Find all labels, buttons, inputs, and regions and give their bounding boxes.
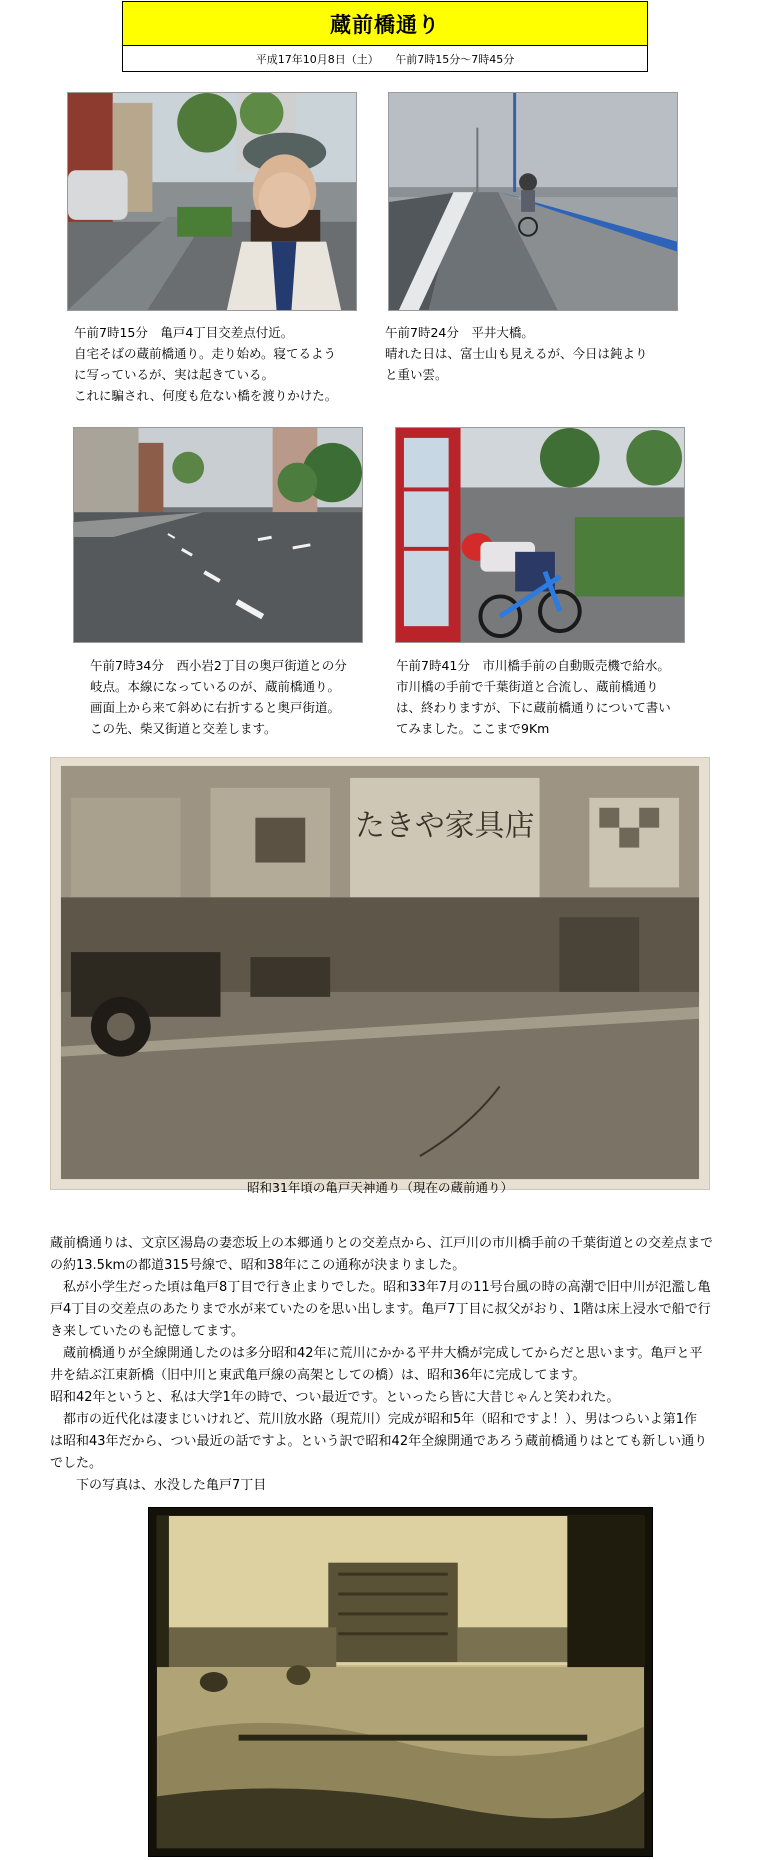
caption-photo-3: 午前7時34分 西小岩2丁目の奥戸街道との分 岐点。本線になっているのが、蔵前橋通り。 画面上から来て斜めに右折すると奥戸街道。 この先、柴又街道と交差します。: [90, 658, 347, 736]
article-line: 都市の近代化は凄まじいけれど、荒川放水路（現荒川）完成が昭和5年（昭和ですよ！）、男はつらいよ第1作: [50, 1412, 698, 1427]
photo-hirai-bridge: [388, 92, 678, 311]
article-line: でした。: [50, 1456, 103, 1471]
article-line: は昭和43年だから、つい最近の話ですよ。という訳で昭和42年全線開通であろう蔵前橋通りはとても新しい通り: [50, 1434, 708, 1449]
article-line: 戸4丁目の交差点のあたりまで水が来ていたのを思い出します。亀戸7丁目に叔父がおり、1階は床上浸水で船で行: [50, 1302, 711, 1317]
caption-photo-4: 午前7時41分 市川橋手前の自動販売機で給水。 市川橋の手前で千葉街道と合流し、蔵前橋通り は、終わりますが、下に蔵前橋通りについて書い てみました。ここまで9Km: [396, 658, 671, 736]
date-line: 平成17年10月8日（土） 午前7時15分～7時45分: [255, 52, 515, 66]
article-line: 下の写真は、水没した亀戸7丁目: [50, 1478, 267, 1493]
old-shop-sign: たきや家具店: [355, 808, 535, 844]
article-line: の約13.5kmの都道315号線で、昭和38年にこの通称が決まりました。: [50, 1258, 466, 1273]
photo-flooded-kameido: [148, 1507, 653, 1857]
article-line: き来していたのも記憶してます。: [50, 1324, 244, 1339]
article-line: 蔵前橋通りが全線開通したのは多分昭和42年に荒川にかかる平井大橋が完成してからだと思います。亀戸と平: [50, 1346, 703, 1361]
photo-ichikawa-vending: [395, 427, 685, 643]
photo-nishi-koiwa-fork: [73, 427, 363, 643]
photo-old-kameido-tenjin-street: [50, 757, 710, 1190]
caption-photo-1: 午前7時15分 亀戸4丁目交差点付近。 自宅そばの蔵前橋通り。走り始め。寝てるよう に写っているが、実は起きている。 これに騙され、何度も危ない橋を渡りかけた。: [74, 325, 338, 403]
photo-kameido-intersection: [67, 92, 357, 311]
article-line: 私が小学生だった頃は亀戸8丁目で行き止まりでした。昭和33年7月の11号台風の時の高潮で旧中川が氾濫し亀: [50, 1280, 711, 1295]
caption-photo-2: 午前7時24分 平井大橋。 晴れた日は、富士山も見えるが、今日は鈍より と重い雲。: [385, 325, 648, 382]
title-box: [122, 1, 648, 72]
article-body: [50, 1233, 766, 1497]
old-photo-caption: 昭和31年頃の亀戸天神通り（現在の蔵前通り）: [247, 1180, 513, 1195]
article-line: 蔵前橋通りは、文京区湯島の妻恋坂上の本郷通りとの交差点から、江戸川の市川橋手前の千葉街道との交差点まで: [50, 1236, 714, 1251]
article-line: 昭和42年というと、私は大学1年の時で、つい最近です。といったら皆に大昔じゃんと笑われた。: [50, 1390, 620, 1405]
page-title: 蔵前橋通り: [330, 12, 440, 37]
title-bar: [123, 2, 647, 46]
article-line: 井を結ぶ江東新橋（旧中川と東武亀戸線の高架としての橋）は、昭和36年に完成してます。: [50, 1368, 586, 1383]
